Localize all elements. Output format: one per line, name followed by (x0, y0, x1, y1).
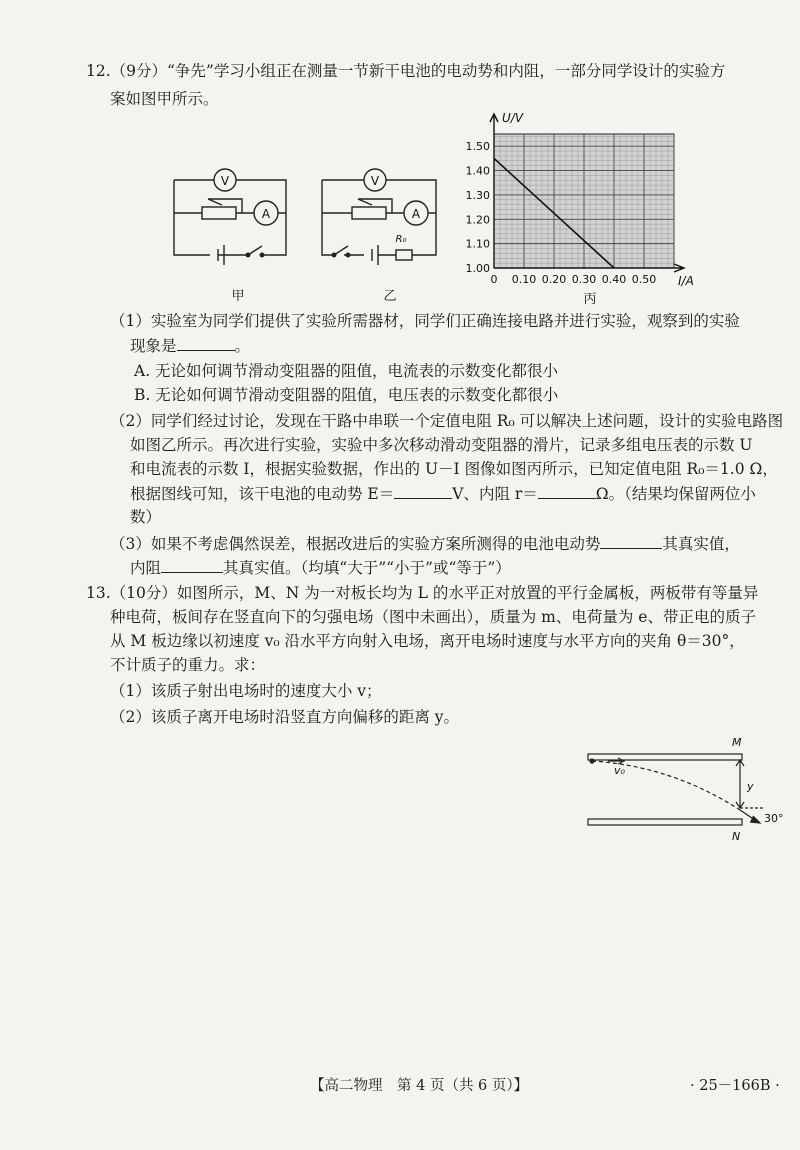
footer-page-info: 【高二物理 第 4 页（共 6 页）】 (310, 1078, 529, 1094)
answer-blank-1[interactable] (177, 334, 235, 351)
resistor-r0 (396, 250, 412, 260)
answer-blank-r[interactable] (538, 482, 596, 499)
q12-p2-line2: 如图乙所示。再次进行实验，实验中多次移动滑动变阻器的滑片，记录多组电压表的示数 U (130, 436, 753, 454)
y-tick-label: 1.20 (465, 213, 490, 227)
x-tick-label: 0.40 (601, 273, 627, 286)
y-tick-label: 1.30 (465, 188, 490, 202)
label-m: M (732, 736, 742, 749)
caption-bing: 丙 (583, 292, 597, 307)
q13-head-line3: 从 M 板边缘以初速度 v₀ 沿水平方向射入电场，离开电场时速度与水平方向的夹角 θ＝30°， (110, 632, 745, 650)
footer-code: · 25－166B · (690, 1078, 780, 1094)
q12-head-line2: 案如图甲所示。 (110, 90, 219, 108)
label-v0: v₀ (614, 764, 625, 777)
y-tick-label: 1.00 (465, 262, 490, 275)
u-i-graph (460, 110, 700, 310)
ammeter-label-jia: A (261, 207, 271, 221)
caption-yi: 乙 (383, 289, 397, 304)
x-tick-label: 0.20 (541, 273, 567, 286)
q12-p2-line4: 根据图线可知，该干电池的电动势 E＝ V、内阻 r＝ Ω。（结果均保留两位小 (130, 482, 756, 505)
label-n: N (732, 830, 741, 843)
q12-p2-line3: 和电流表的示数 I，根据实验数据，作出的 U－I 图像如图丙所示，已知定值电阻 R₀＝1.0 Ω， (130, 460, 778, 478)
q13-head-line4: 不计质子的重力。求： (110, 656, 266, 674)
q12-p1-line1: （1）实验室为同学们提供了实验所需器材，同学们正确连接电路并进行实验，观察到的实验 (110, 312, 740, 330)
q13-sub1: （1）该质子射出电场时的速度大小 v； (110, 682, 382, 700)
y-tick-label: 1.40 (465, 164, 490, 178)
x-tick-label: 0 (490, 273, 498, 286)
x-tick-label: 0.50 (631, 273, 657, 286)
plate-m (588, 754, 742, 760)
circuit-diagrams (166, 160, 456, 310)
ammeter-label-yi: A (411, 207, 421, 221)
q13-sub2: （2）该质子离开电场时沿竖直方向偏移的距离 y。 (110, 708, 460, 726)
label-y: y (747, 780, 754, 793)
answer-blank-r-compare[interactable] (161, 556, 223, 573)
x-tick-label: 0.30 (571, 273, 597, 286)
x-tick-label: 0.10 (511, 273, 537, 286)
proton-dot (589, 758, 594, 763)
y-tick-label: 1.50 (465, 140, 490, 154)
q12-p3-line1: （3）如果不考虑偶然误差，根据改进后的实验方案所测得的电池电动势 其真实值， (110, 532, 740, 555)
q12-p2-line1: （2）同学们经过讨论，发现在干路中串联一个定值电阻 R₀ 可以解决上述问题，设计的实验电路图 (110, 412, 784, 430)
q13-head-line1: 13.（10分）如图所示，M、N 为一对板长均为 L 的水平正对放置的平行金属板，两板带有等量异 (86, 584, 759, 602)
r0-label: R₀ (395, 234, 407, 245)
x-axis-label: I/A (678, 274, 694, 288)
voltmeter-label-jia: V (220, 174, 230, 188)
q12-head-line1: 12.（9分）“争先”学习小组正在测量一节新干电池的电动势和内阻，一部分同学设计的实验方 (86, 62, 726, 80)
answer-blank-e[interactable] (394, 482, 452, 499)
voltmeter-label-yi: V (370, 174, 380, 188)
q12-option-a: A. 无论如何调节滑动变阻器的阻值，电流表的示数变化都很小 (134, 362, 559, 380)
caption-jia: 甲 (231, 289, 245, 304)
plate-n (588, 819, 742, 825)
q13-head-line2: 种电荷，板间存在竖直向下的匀强电场（图中未画出），质量为 m、电荷量为 e、带正电的质子 (110, 608, 756, 626)
answer-blank-emf-compare[interactable] (600, 532, 662, 549)
label-angle: 30° (764, 812, 784, 825)
q12-p2-line5: 数） (130, 508, 162, 526)
q12-p3-line2: 内阻 其真实值。（均填“大于”“小于”或“等于”） (130, 556, 511, 579)
y-axis-label: U/V (502, 111, 524, 125)
q12-option-b: B. 无论如何调节滑动变阻器的阻值，电压表的示数变化都很小 (134, 386, 559, 404)
y-tick-label: 1.10 (465, 237, 490, 251)
parallel-plates-diagram (582, 730, 792, 845)
q12-p1-line2: 现象是 。 (130, 334, 250, 357)
